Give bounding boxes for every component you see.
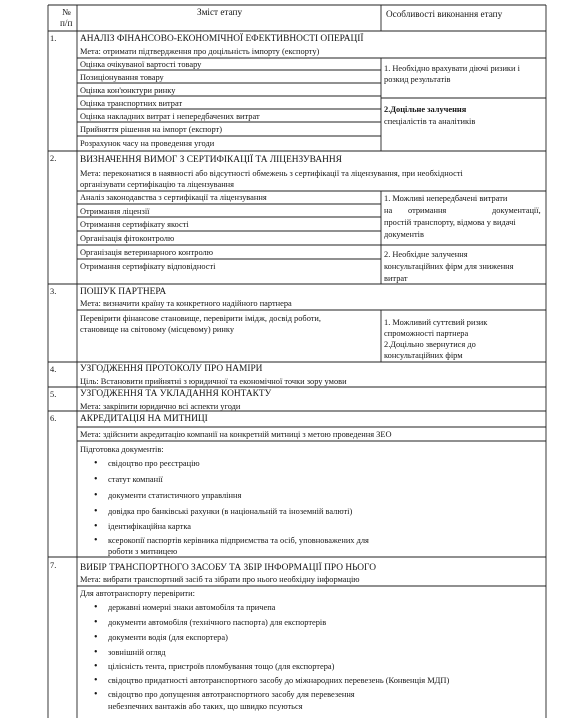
section-6-bullet: • ксерокопії паспортів керівника підприємства та осіб, уповноважених для bbox=[94, 535, 369, 546]
section-6-title: АКРЕДИТАЦІЯ НА МИТНИЦІ bbox=[80, 414, 208, 424]
section-3-text: Перевірити фінансове становище, перевірити імідж, досвід роботи, bbox=[80, 314, 322, 323]
section-2-note: документів bbox=[384, 230, 424, 239]
section-1-item: Оцінка очікуваної вартості товару bbox=[80, 60, 202, 69]
header-features-label: Особливості виконання етапу bbox=[386, 9, 503, 19]
section-3-number: 3. bbox=[50, 287, 57, 296]
section-6-bullet: • статут компанії bbox=[94, 474, 163, 485]
section-2-item: Отримання сертифікату відповідності bbox=[80, 262, 216, 271]
section-7-bullet: • документи автомобіля (технічного паспорта) для експортерів bbox=[94, 617, 326, 628]
section-6-bullet: • документи статистичного управління bbox=[94, 490, 241, 501]
section-7-bullet-continued: небезпечних вантажів або таких, що швидко псуються bbox=[108, 702, 303, 711]
header-number-label: № bbox=[62, 7, 71, 17]
section-3-note: спроможності партнера bbox=[384, 329, 469, 338]
section-6-bullet: • ідентифікаційна картка bbox=[94, 521, 191, 532]
section-1-item: Прийняття рішення на імпорт (експорт) bbox=[80, 125, 222, 134]
section-6-intro: Підготовка документів: bbox=[80, 445, 164, 454]
section-1-item: Позиціонування товару bbox=[80, 73, 164, 82]
section-6-bullet: • довідка про банківські рахунки (в національній та іноземній валюті) bbox=[94, 506, 352, 517]
section-7-bullet: • державні номерні знаки автомобіля та причепа bbox=[94, 602, 275, 613]
section-2-number: 2. bbox=[50, 154, 57, 163]
section-2-note: 2. Необхідне залучення bbox=[384, 250, 468, 259]
section-5-number: 5. bbox=[50, 390, 57, 399]
section-7-number: 7. bbox=[50, 561, 57, 570]
section-2-note: витрат bbox=[384, 274, 408, 283]
section-1-item: Розрахунок часу на проведення угоди bbox=[80, 139, 215, 148]
section-3-goal: Мета: визначити країну та конкретного надійного партнера bbox=[80, 299, 292, 308]
section-1-title: АНАЛІЗ ФІНАНСОВО-ЕКОНОМІЧНОЇ ЕФЕКТИВНОСТІ ОПЕРАЦІЇ bbox=[80, 34, 364, 44]
section-1-item: Оцінка накладних витрат і непередбачених витрат bbox=[80, 112, 260, 121]
section-4-number: 4. bbox=[50, 365, 57, 374]
section-2-note: на bbox=[384, 206, 393, 215]
section-1-item: Оцінка транспортних витрат bbox=[80, 99, 183, 108]
section-7-bullet: • цілісність тента, пристроїв пломбування тощо (для експортера) bbox=[94, 661, 334, 672]
section-2-item: Організація фітоконтролю bbox=[80, 234, 175, 243]
section-6-bullet: • свідоцтво про реєстрацію bbox=[94, 458, 200, 469]
section-2-note: консультаційних фірм для зниження bbox=[384, 262, 514, 271]
section-1-item: Оцінка кон'юнктури ринку bbox=[80, 86, 176, 95]
section-3-note: 1. Можливий суттєвий ризик bbox=[384, 318, 488, 327]
section-2-title: ВИЗНАЧЕННЯ ВИМОГ З СЕРТИФІКАЦІЇ ТА ЛІЦЕНЗУВАННЯ bbox=[80, 155, 342, 165]
section-4-title: УЗГОДЖЕННЯ ПРОТОКОЛУ ПРО НАМІРИ bbox=[80, 364, 263, 374]
section-2-item: Отримання ліцензії bbox=[80, 207, 150, 216]
section-2-goal: Мета: переконатися в наявності або відсутності обмежень з сертифікації та ліцензування, при необхідності bbox=[80, 169, 463, 178]
section-4-goal: Ціль: Встановити прийнятні з юридичної та економічної точки зору умови bbox=[80, 377, 347, 386]
section-6-bullet-continued: роботи з митницею bbox=[108, 547, 178, 556]
section-2-item: Організація ветеринарного контролю bbox=[80, 248, 213, 257]
section-2-note: простій транспорту, відмова у видачі bbox=[384, 218, 516, 227]
section-7-bullet: • свідоцтво придатності автотранспортного засобу до міжнародних перевезень (Конвенція МДП) bbox=[94, 675, 449, 686]
section-1-note: спеціалістів та аналітиків bbox=[384, 117, 476, 126]
section-7-title: ВИБІР ТРАНСПОРТНОГО ЗАСОБУ ТА ЗБІР ІНФОРМАЦІЇ ПРО НЬОГО bbox=[80, 563, 376, 573]
section-1-goal: Мета: отримати підтвердження про доцільність імпорту (експорту) bbox=[80, 47, 320, 56]
section-7-bullet: • документи водія (для експортера) bbox=[94, 632, 228, 643]
section-3-note: 2.Доцільно звернутися до bbox=[384, 340, 476, 349]
section-1-number: 1. bbox=[50, 34, 57, 43]
section-2-goal-continued: організувати сертифікацію та ліцензування bbox=[80, 180, 235, 189]
section-7-intro: Для автотранспорту перевірити: bbox=[80, 589, 195, 598]
header-content-label: Зміст етапу bbox=[197, 7, 243, 17]
section-5-goal: Мета: закріпити юридично всі аспекти угоди bbox=[80, 402, 241, 411]
section-3-note: консультаційних фірм bbox=[384, 351, 463, 360]
header-number-sub-label: п/п bbox=[60, 18, 73, 28]
section-2-item: Отримання сертифікату якості bbox=[80, 220, 189, 229]
section-2-note: 1. Можливі непередбачені витрати bbox=[384, 194, 508, 203]
section-5-title: УЗГОДЖЕННЯ ТА УКЛАДАННЯ КОНТАКТУ bbox=[80, 389, 272, 399]
section-6-goal: Мета: здійснити акредитацію компанії на конкретній митниці з метою проведення ЗЕО bbox=[80, 430, 392, 439]
section-7-bullet: • свідоцтво про допущення автотранспортного засобу для перевезення bbox=[94, 689, 355, 700]
section-2-note: документації, bbox=[492, 206, 541, 215]
section-2-item: Аналіз законодавства з сертифікації та ліцензування bbox=[80, 193, 267, 202]
section-1-note: 2.Доцільне залучення bbox=[384, 105, 467, 114]
section-3-text: становище на світовому (місцевому) ринку bbox=[80, 325, 235, 334]
section-6-number: 6. bbox=[50, 414, 57, 423]
section-3-title: ПОШУК ПАРТНЕРА bbox=[80, 287, 167, 297]
section-1-note: розкид результатів bbox=[384, 75, 451, 84]
section-7-goal: Мета: вибрати транспортний засіб та зібрати про нього необхідну інформацію bbox=[80, 575, 360, 584]
section-1-note: 1. Необхідно врахувати діючі ризики і bbox=[384, 64, 520, 73]
section-7-bullet: • зовнішній огляд bbox=[94, 647, 166, 658]
section-2-note: отримання bbox=[408, 206, 447, 215]
